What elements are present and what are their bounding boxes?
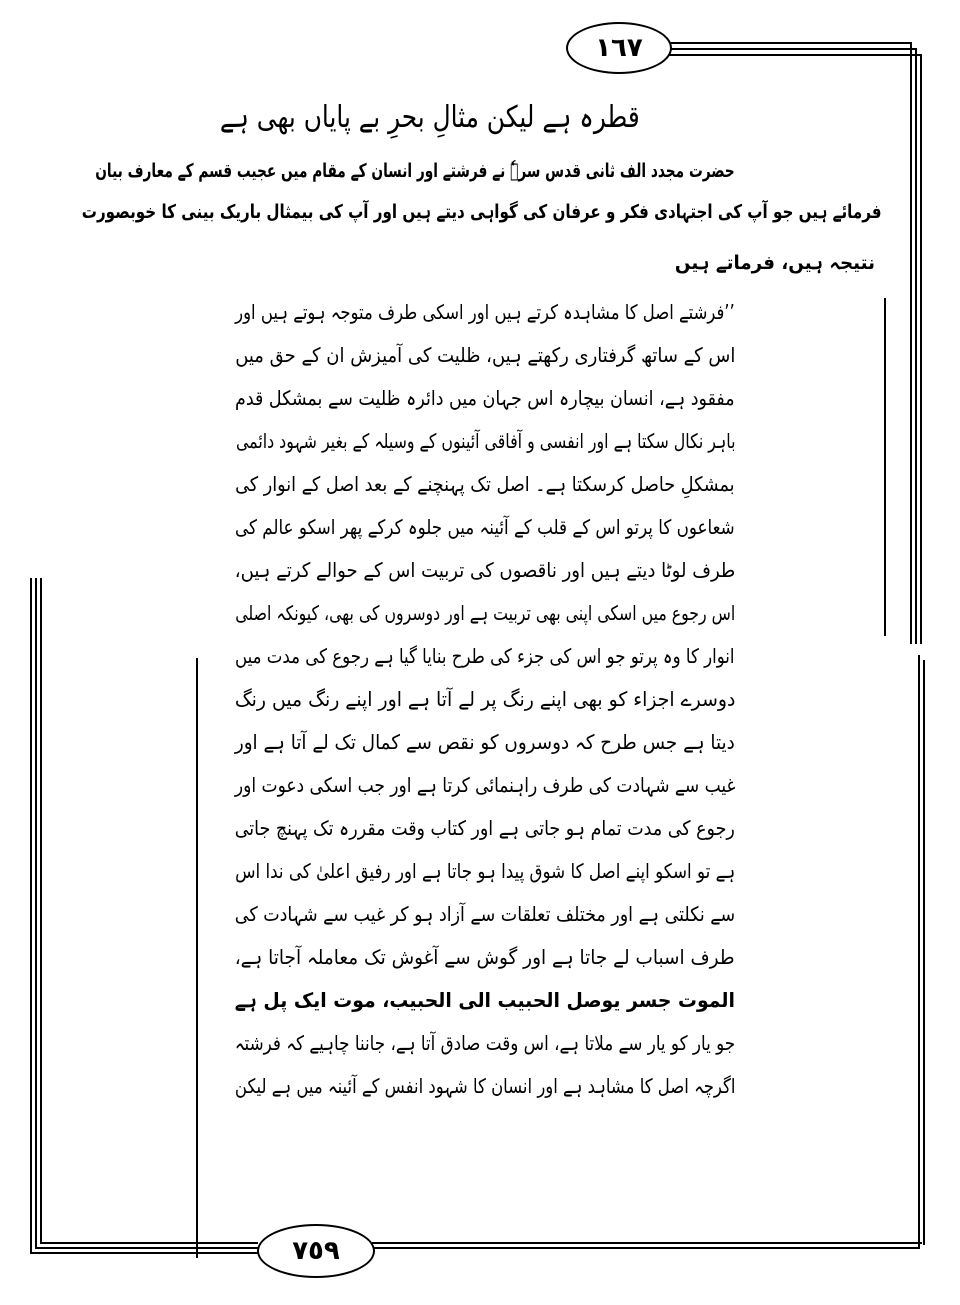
frame-bottom-line-1 — [30, 1252, 258, 1254]
quote-line-6: شعاعوں کا پرتو اس کے قلب کے آئینہ میں جلوہ کرکے پھر اسکو عالم کی — [235, 515, 735, 539]
frame-right-lower-line-1 — [918, 655, 920, 1247]
quote-rule-left — [196, 658, 198, 1258]
quote-line-16: طرف اسباب لے جاتا ہے اور گوش سے آغوش تک معاملہ آجاتا ہے، — [235, 945, 735, 969]
footer-page-number: ٧٥٩ — [257, 1224, 375, 1278]
frame-left-line-1 — [30, 578, 32, 1254]
frame-right-line-2 — [915, 48, 917, 644]
frame-left-line-2 — [35, 578, 37, 1249]
quote-line-4: باہر نکال سکتا ہے اور انفسی و آفاقی آئینوں کے وسیلہ کے بغیر شہود دائمی — [235, 429, 735, 453]
intro-line-2: فرمائے ہیں جو آپ کی اجتہادی فکر و عرفان کی گواہی دیتے ہیں اور آپ کی بیمثال باریک بینی کا خوبصورت — [82, 201, 882, 223]
frame-right-lower-line-2 — [923, 660, 925, 1245]
frame-bottom-line-right-2 — [372, 1247, 920, 1249]
quote-line-12: غیب سے شہادت کی طرف راہنمائی کرتا ہے اور جب اسکی دعوت اور — [234, 773, 735, 797]
frame-bottom-line-3 — [40, 1242, 258, 1244]
quote-line-14: ہے تو اسکو اپنے اصل کا شوق پیدا ہو جاتا ہے اور رفیق اعلیٰ کی ندا اس — [234, 859, 735, 883]
quote-line-8: اس رجوع میں اسکی اپنی بھی تربیت ہے اور دوسروں کی بھی، کیونکہ اصلی — [235, 601, 735, 625]
frame-right-line-3 — [920, 54, 922, 644]
quote-line-9: انوار کا وہ پرتو جو اس کی جزء کی طرح بنایا گیا ہے رجوع کی مدت میں — [235, 644, 735, 668]
quote-line-2: اس کے ساتھ گرفتاری رکھتے ہیں، ظلیت کی آمیزش ان کے حق میں — [234, 343, 735, 367]
quote-line-7: طرف لوٹا دیتے ہیں اور ناقصوں کی تربیت اس کے حوالے کرتے ہیں، — [234, 558, 735, 582]
frame-top-line-2 — [668, 48, 916, 50]
frame-bottom-line-right-1 — [372, 1242, 922, 1244]
quote-line-13: رجوع کی مدت تمام ہو جاتی ہے اور کتاب وقت مقررہ تک پہنچ جاتی — [234, 816, 735, 840]
quote-line-5: بمشکلِ حاصل کرسکتا ہے۔ اصل تک پہنچنے کے بعد اصل کے انوار کی — [235, 472, 735, 496]
couplet-line: قطرہ ہے لیکن مثالِ بحرِ بے پایاں بھی ہے — [220, 100, 640, 135]
quote-line-15: سے نکلتی ہے اور مختلف تعلقات سے آزاد ہو کر غیب سے شہادت کی — [234, 902, 735, 926]
quote-line-10: دوسرے اجزاء کو بھی اپنے رنگ پر لے آتا ہے اور اپنے رنگ میں رنگ — [234, 687, 735, 711]
frame-bottom-line-2 — [35, 1247, 258, 1249]
intro-line-3: نتیجہ ہیں، فرماتے ہیں — [674, 252, 875, 274]
quote-line-17: الموت جسر یوصل الحبیب الی الحبیب، موت ایک پل ہے — [234, 988, 735, 1012]
quote-line-18: جو یار کو یار سے ملاتا ہے، اس وقت صادق آتا ہے، جاننا چاہیے کہ فرشتہ — [234, 1031, 735, 1055]
header-page-number: ١٦٧ — [566, 22, 672, 74]
quote-line-3: مفقود ہے، انسان بیچارہ اس جہان میں دائرہ ظلیت سے بمشکل قدم — [235, 386, 735, 410]
quote-rule-right — [884, 298, 886, 636]
frame-right-line-1 — [910, 42, 912, 644]
quote-line-11: دیتا ہے جس طرح کہ دوسروں کو نقص سے کمال تک لے آتا ہے اور — [235, 730, 735, 754]
quote-line-1: ’’فرشتے اصل کا مشاہدہ کرتے ہیں اور اسکی طرف متوجہ ہوتے ہیں اور — [235, 300, 735, 324]
frame-top-line-3 — [668, 54, 921, 56]
frame-left-line-3 — [40, 578, 42, 1244]
quote-line-19: اگرچہ اصل کا مشاہد ہے اور انسان کا شہود انفس کے آئینہ میں ہے لیکن — [234, 1074, 735, 1098]
intro-line-1: حضرت مجدد الف ثانی قدس سرہٗ نے فرشتے اور انسان کے مقام میں عجیب قسم کے معارف بیان — [95, 160, 735, 182]
frame-top-line-1 — [668, 42, 911, 44]
